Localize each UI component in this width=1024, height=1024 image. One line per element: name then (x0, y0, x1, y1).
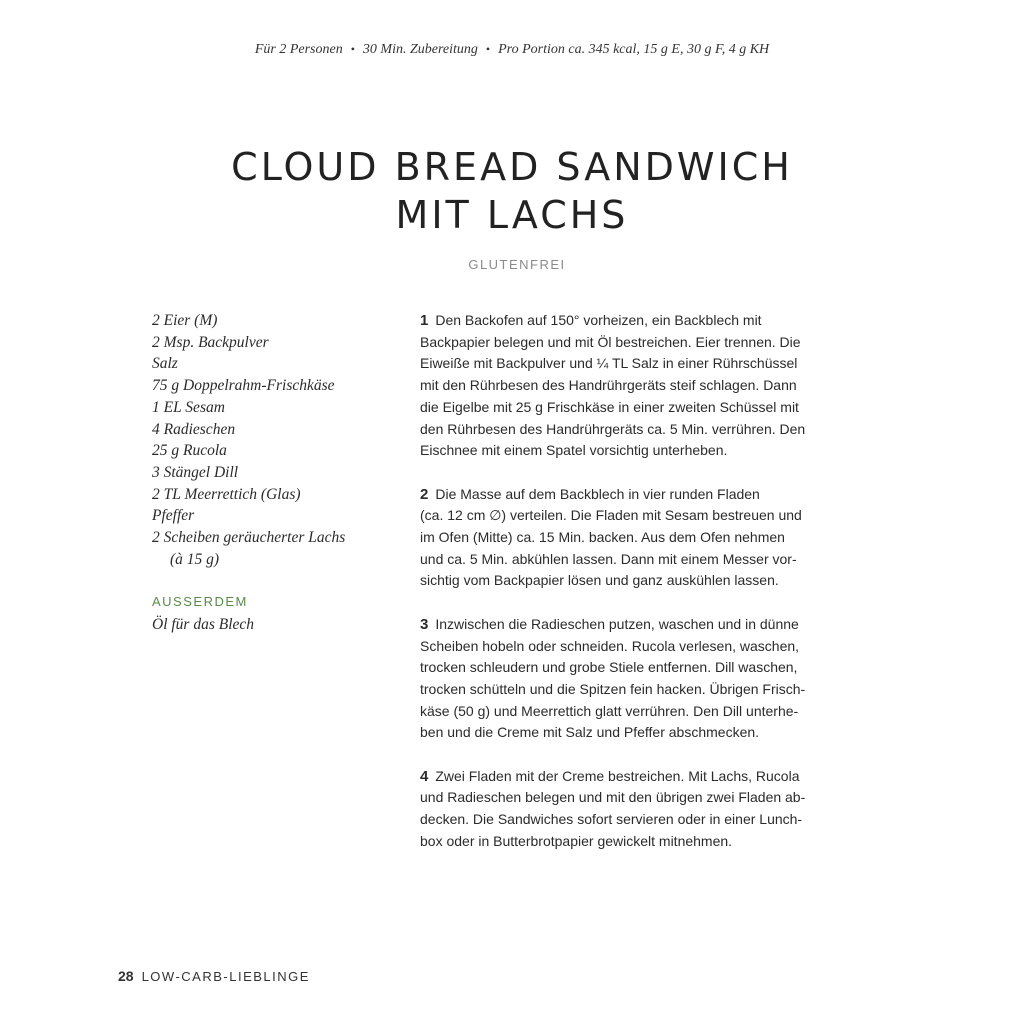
step-line: decken. Die Sandwiches sofort servieren oder in einer Lunch- (420, 811, 803, 828)
step-number: 2 (420, 485, 429, 503)
ingredient-item: 2 Eier (M) (152, 312, 218, 329)
step-1 (420, 310, 840, 462)
step-line: Den Backofen auf 150° vorheizen, ein Backblech mit (435, 312, 762, 328)
step-line: und ca. 5 Min. abkühlen lassen. Dann mit einem Messer vor- (420, 550, 797, 567)
prep-time: 30 Min. Zubereitung (362, 42, 478, 57)
step-line: trocken schleudern und grobe Stiele entfernen. Dill waschen, (420, 659, 798, 676)
step-2 (420, 484, 840, 593)
ingredient-item: 2 Msp. Backpulver (152, 333, 269, 351)
ingredient-item: 25 g Rucola (152, 442, 227, 460)
step-line: Inzwischen die Radieschen putzen, waschen und in dünne (435, 615, 799, 632)
extra-ingredient-item: Öl für das Blech (152, 616, 255, 633)
step-line: (ca. 12 cm ∅) verteilen. Die Fladen mit Sesam bestreuen und (420, 507, 802, 524)
step-line: die Eigelbe mit 25 g Frischkäse in einer zweiten Schüssel mit (420, 398, 799, 415)
meta-separator: • (485, 42, 491, 56)
nutrition-info: Pro Portion ca. 345 kcal, 15 g E, 30 g F, 4 g KH (498, 42, 770, 57)
step-line: Scheiben hobeln oder schneiden. Rucola verlesen, waschen, (420, 637, 800, 654)
step-line: Eischnee mit einem Spatel vorsichtig unterheben. (420, 442, 728, 459)
recipe-title-line-2: MIT LACHS (395, 193, 629, 237)
step-number: 3 (420, 615, 429, 633)
step-line: trocken schütteln und die Spitzen fein hacken. Übrigen Frisch- (420, 680, 806, 697)
step-3 (420, 614, 840, 744)
recipe-meta (0, 42, 1024, 58)
step-4 (420, 766, 840, 853)
extra-ingredient-list (152, 614, 254, 636)
step-line: im Ofen (Mitte) ca. 15 Min. backen. Aus dem Ofen nehmen (420, 529, 785, 546)
step-line: käse (50 g) und Meerrettich glatt verrühren. Den Dill unterhe- (420, 702, 799, 719)
step-line: Die Masse auf dem Backblech in vier runden Fladen (435, 485, 760, 502)
ingredient-item: Salz (152, 355, 178, 373)
instruction-steps (420, 310, 840, 874)
ingredient-item-continuation: (à 15 g) (170, 550, 220, 568)
step-number: 4 (420, 767, 429, 785)
meta-separator: • (350, 42, 355, 56)
ingredient-item: 2 TL Meerrettich (Glas) (152, 485, 301, 503)
step-number: 1 (420, 312, 429, 329)
step-line: Zwei Fladen mit der Creme bestreichen. Mit Lachs, Rucola (435, 767, 800, 784)
page-footer (118, 968, 310, 984)
step-line: sichtig vom Backpapier lösen und ganz auskühlen lassen. (420, 572, 779, 589)
step-line: box oder in Butterbrotpapier gewickelt mitnehmen. (420, 832, 733, 849)
ingredient-list (152, 310, 392, 570)
section-name: LOW-CARB-LIEBLINGE (141, 969, 310, 984)
page-number: 28 (118, 968, 134, 984)
step-line: und Radieschen belegen und mit den übrigen zwei Fladen ab- (420, 789, 806, 806)
step-line: Eiweiße mit Backpulver und ¼ TL Salz in einer Rührschüssel (420, 355, 798, 372)
recipe-subtitle: GLUTENFREI (468, 257, 566, 272)
step-line: ben und die Creme mit Salz und Pfeffer abschmecken. (420, 724, 760, 741)
extra-heading: AUSSERDEM (152, 594, 248, 609)
servings: Für 2 Personen (254, 42, 343, 57)
recipe-title-line-1: CLOUD BREAD SANDWICH (231, 145, 793, 189)
recipe-title (0, 143, 1024, 239)
ingredient-item: 75 g Doppelrahm-Frischkäse (152, 377, 335, 395)
step-line: mit den Rührbesen des Handrührgeräts steif schlagen. Dann (420, 377, 797, 394)
ingredient-item: 4 Radieschen (152, 420, 236, 438)
ingredient-item: 2 Scheiben geräucherter Lachs (152, 529, 346, 547)
step-line: Backpapier belegen und mit Öl bestreichen. Eier trennen. Die (420, 333, 801, 350)
step-line: den Rührbesen des Handrührgeräts ca. 5 Min. verrühren. Den (420, 420, 806, 437)
ingredient-item: 3 Stängel Dill (152, 463, 239, 481)
ingredient-item: 1 EL Sesam (152, 398, 225, 416)
ingredient-item: Pfeffer (152, 507, 195, 525)
